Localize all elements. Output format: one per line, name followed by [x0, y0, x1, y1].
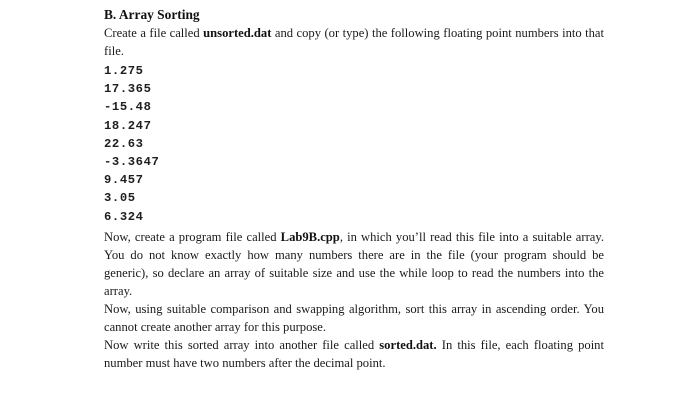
number-item: 18.247 [104, 118, 152, 133]
program-paragraph [104, 228, 604, 300]
intro-paragraph [104, 24, 604, 60]
program-filename: Lab9B.cpp [280, 229, 340, 244]
program-text-after: , in which you’ll read this file into a suitable array. You do not know exactly how many numbers there are in the file (your program should be generic), so declare an array of suitable size and use the while loop to read the numbers into the array. [104, 229, 604, 298]
number-item: 3.05 [104, 191, 136, 206]
number-item: -15.48 [104, 100, 152, 115]
number-item: 22.63 [104, 136, 144, 151]
write-paragraph [104, 336, 604, 372]
number-item: 1.275 [104, 64, 144, 78]
section-heading: B. Array Sorting [104, 7, 200, 22]
number-item: 9.457 [104, 173, 144, 188]
intro-text-after: and copy (or type) the following floating point numbers into that file. [104, 26, 605, 58]
number-item: -3.3647 [104, 155, 160, 170]
sort-paragraph: Now, using suitable comparison and swapping algorithm, sort this array in ascending order. You cannot create another array for this purpose. [104, 301, 604, 334]
write-text-after: In this file, each floating point number must have two numbers after the decimal point. [104, 337, 604, 370]
number-item: 17.365 [104, 82, 152, 97]
sorted-filename: sorted.dat. [379, 337, 437, 352]
number-item: 6.324 [104, 209, 144, 224]
write-text-before: Now write this sorted array into another file called [104, 337, 380, 352]
number-list [104, 62, 604, 226]
intro-text-before: Create a file called [104, 26, 204, 40]
program-text-before: Now, create a program file called [104, 229, 281, 244]
unsorted-filename: unsorted.dat [203, 26, 272, 40]
document-page [104, 6, 604, 372]
